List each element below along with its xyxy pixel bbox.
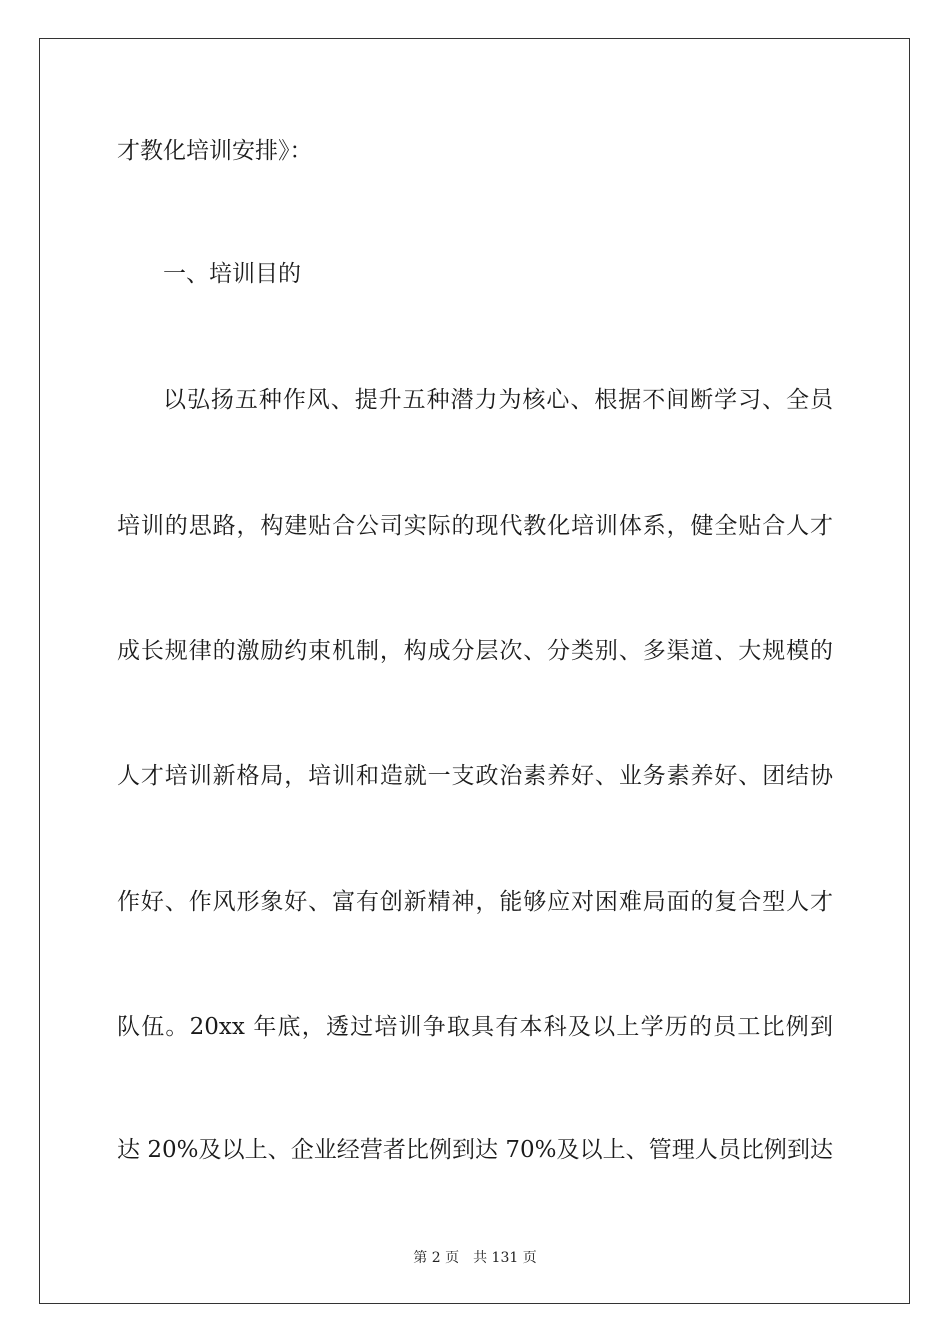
- text-line-5: 成长规律的激励约束机制，构成分层次、分类别、多渠道、大规模的: [117, 638, 833, 664]
- text-line-1: 才教化培训安排》：: [117, 138, 313, 164]
- section-heading: 一、培训目的: [163, 261, 301, 287]
- page-footer: [0, 1248, 950, 1268]
- text-line-8: 队伍。20xx 年底，透过培训争取具有本科及以上学历的员工比例到: [117, 1014, 833, 1040]
- text-line-6: 人才培训新格局，培训和造就一支政治素养好、业务素养好、团结协: [117, 763, 833, 789]
- text-line-9: 达 20%及以上、企业经营者比例到达 70%及以上、管理人员比例到达: [117, 1137, 833, 1163]
- text-line-3: 以弘扬五种作风、提升五种潜力为核心、根据不间断学习、全员: [163, 387, 833, 413]
- page-border: [39, 38, 910, 1304]
- total-pages: 共 131 页: [473, 1250, 537, 1266]
- text-line-7: 作好、作风形象好、富有创新精神，能够应对困难局面的复合型人才: [117, 889, 833, 915]
- page-number: 第 2 页: [413, 1250, 460, 1266]
- text-line-4: 培训的思路，构建贴合公司实际的现代教化培训体系，健全贴合人才: [117, 513, 833, 539]
